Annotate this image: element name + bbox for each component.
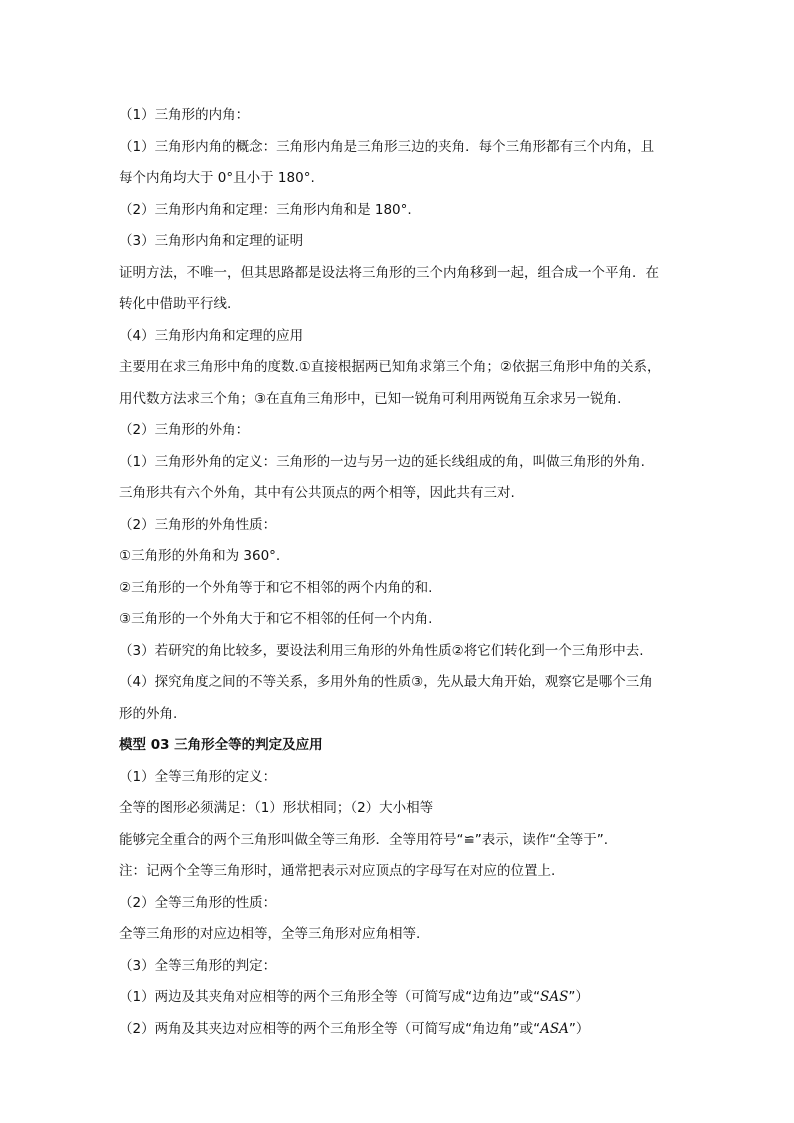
text-segment: ”） <box>568 1020 590 1037</box>
document-body <box>119 100 689 1045</box>
text-segment: （2）两角及其夹边对应相等的两个三角形全等（可简写成“角边角”或“ <box>119 1020 541 1037</box>
text-line: 全等的图形必须满足：（1）形状相同；（2）大小相等 <box>119 800 434 816</box>
text-line: （2）全等三角形的性质： <box>119 894 277 911</box>
text-line: 注：记两个全等三角形时，通常把表示对应顶点的字母写在对应的位置上. <box>119 863 556 879</box>
text-line: （1）三角形内角的概念：三角形内角是三角形三边的夹角．每个三角形都有三个内角，且 <box>119 138 655 155</box>
text-line: 每个内角均大于 0°且小于 180°. <box>119 170 315 186</box>
text-line: 全等三角形的对应边相等，全等三角形对应角相等. <box>119 926 421 942</box>
text-line <box>119 1014 689 1046</box>
text-segment: （1）两边及其夹角对应相等的两个三角形全等（可简写成“边角边”或“ <box>119 989 541 1005</box>
text-line: 三角形共有六个外角，其中有公共顶点的两个相等，因此共有三对. <box>119 485 515 501</box>
text-line: 形的外角. <box>119 705 178 722</box>
text-line: （4）三角形内角和定理的应用 <box>119 327 304 344</box>
math-abbrev: SAS <box>540 989 569 1005</box>
text-line: （2）三角形的外角： <box>119 422 250 438</box>
text-line: （2）三角形的外角性质： <box>119 516 277 533</box>
text-line: 证明方法，不唯一，但其思路都是设法将三角形的三个内角移到一起，组合成一个平角．在 <box>119 264 659 281</box>
text-line: ②三角形的一个外角等于和它不相邻的两个内角的和. <box>119 579 433 596</box>
math-abbrev: ASA <box>540 1020 569 1037</box>
text-line: （3）三角形内角和定理的证明 <box>119 233 304 249</box>
text-line: ①三角形的外角和为 360°. <box>119 548 281 564</box>
text-line: （4）探究角度之间的不等关系，多用外角的性质③，先从最大角开始，观察它是哪个三角 <box>119 674 653 690</box>
text-line: （1）全等三角形的定义： <box>119 768 277 785</box>
text-segment: ”） <box>568 989 589 1005</box>
text-line: ③三角形的一个外角大于和它不相邻的任何一个内角. <box>119 611 433 627</box>
text-line: （3）全等三角形的判定： <box>119 957 277 974</box>
text-line: 能够完全重合的两个三角形叫做全等三角形．全等用符号“≌”表示，读作“全等于”. <box>119 831 609 848</box>
text-line: （3）若研究的角比较多，要设法利用三角形的外角性质②将它们转化到一个三角形中去. <box>119 642 644 659</box>
text-line: （1）三角形外角的定义：三角形的一边与另一边的延长线组成的角，叫做三角形的外角. <box>119 453 645 470</box>
text-line: 用代数方法求三个角；③在直角三角形中，已知一锐角可利用两锐角互余求另一锐角. <box>119 390 622 407</box>
text-line: （1）三角形的内角： <box>119 107 250 123</box>
text-line: 转化中借助平行线. <box>119 296 232 312</box>
text-line: 主要用在求三角形中角的度数.①直接根据两已知角求第三个角；②依据三角形中角的关系， <box>119 359 661 375</box>
text-line <box>119 982 689 1014</box>
text-line: （2）三角形内角和定理：三角形内角和是 180°. <box>119 201 412 218</box>
section-heading: 模型 03 三角形全等的判定及应用 <box>119 737 323 753</box>
